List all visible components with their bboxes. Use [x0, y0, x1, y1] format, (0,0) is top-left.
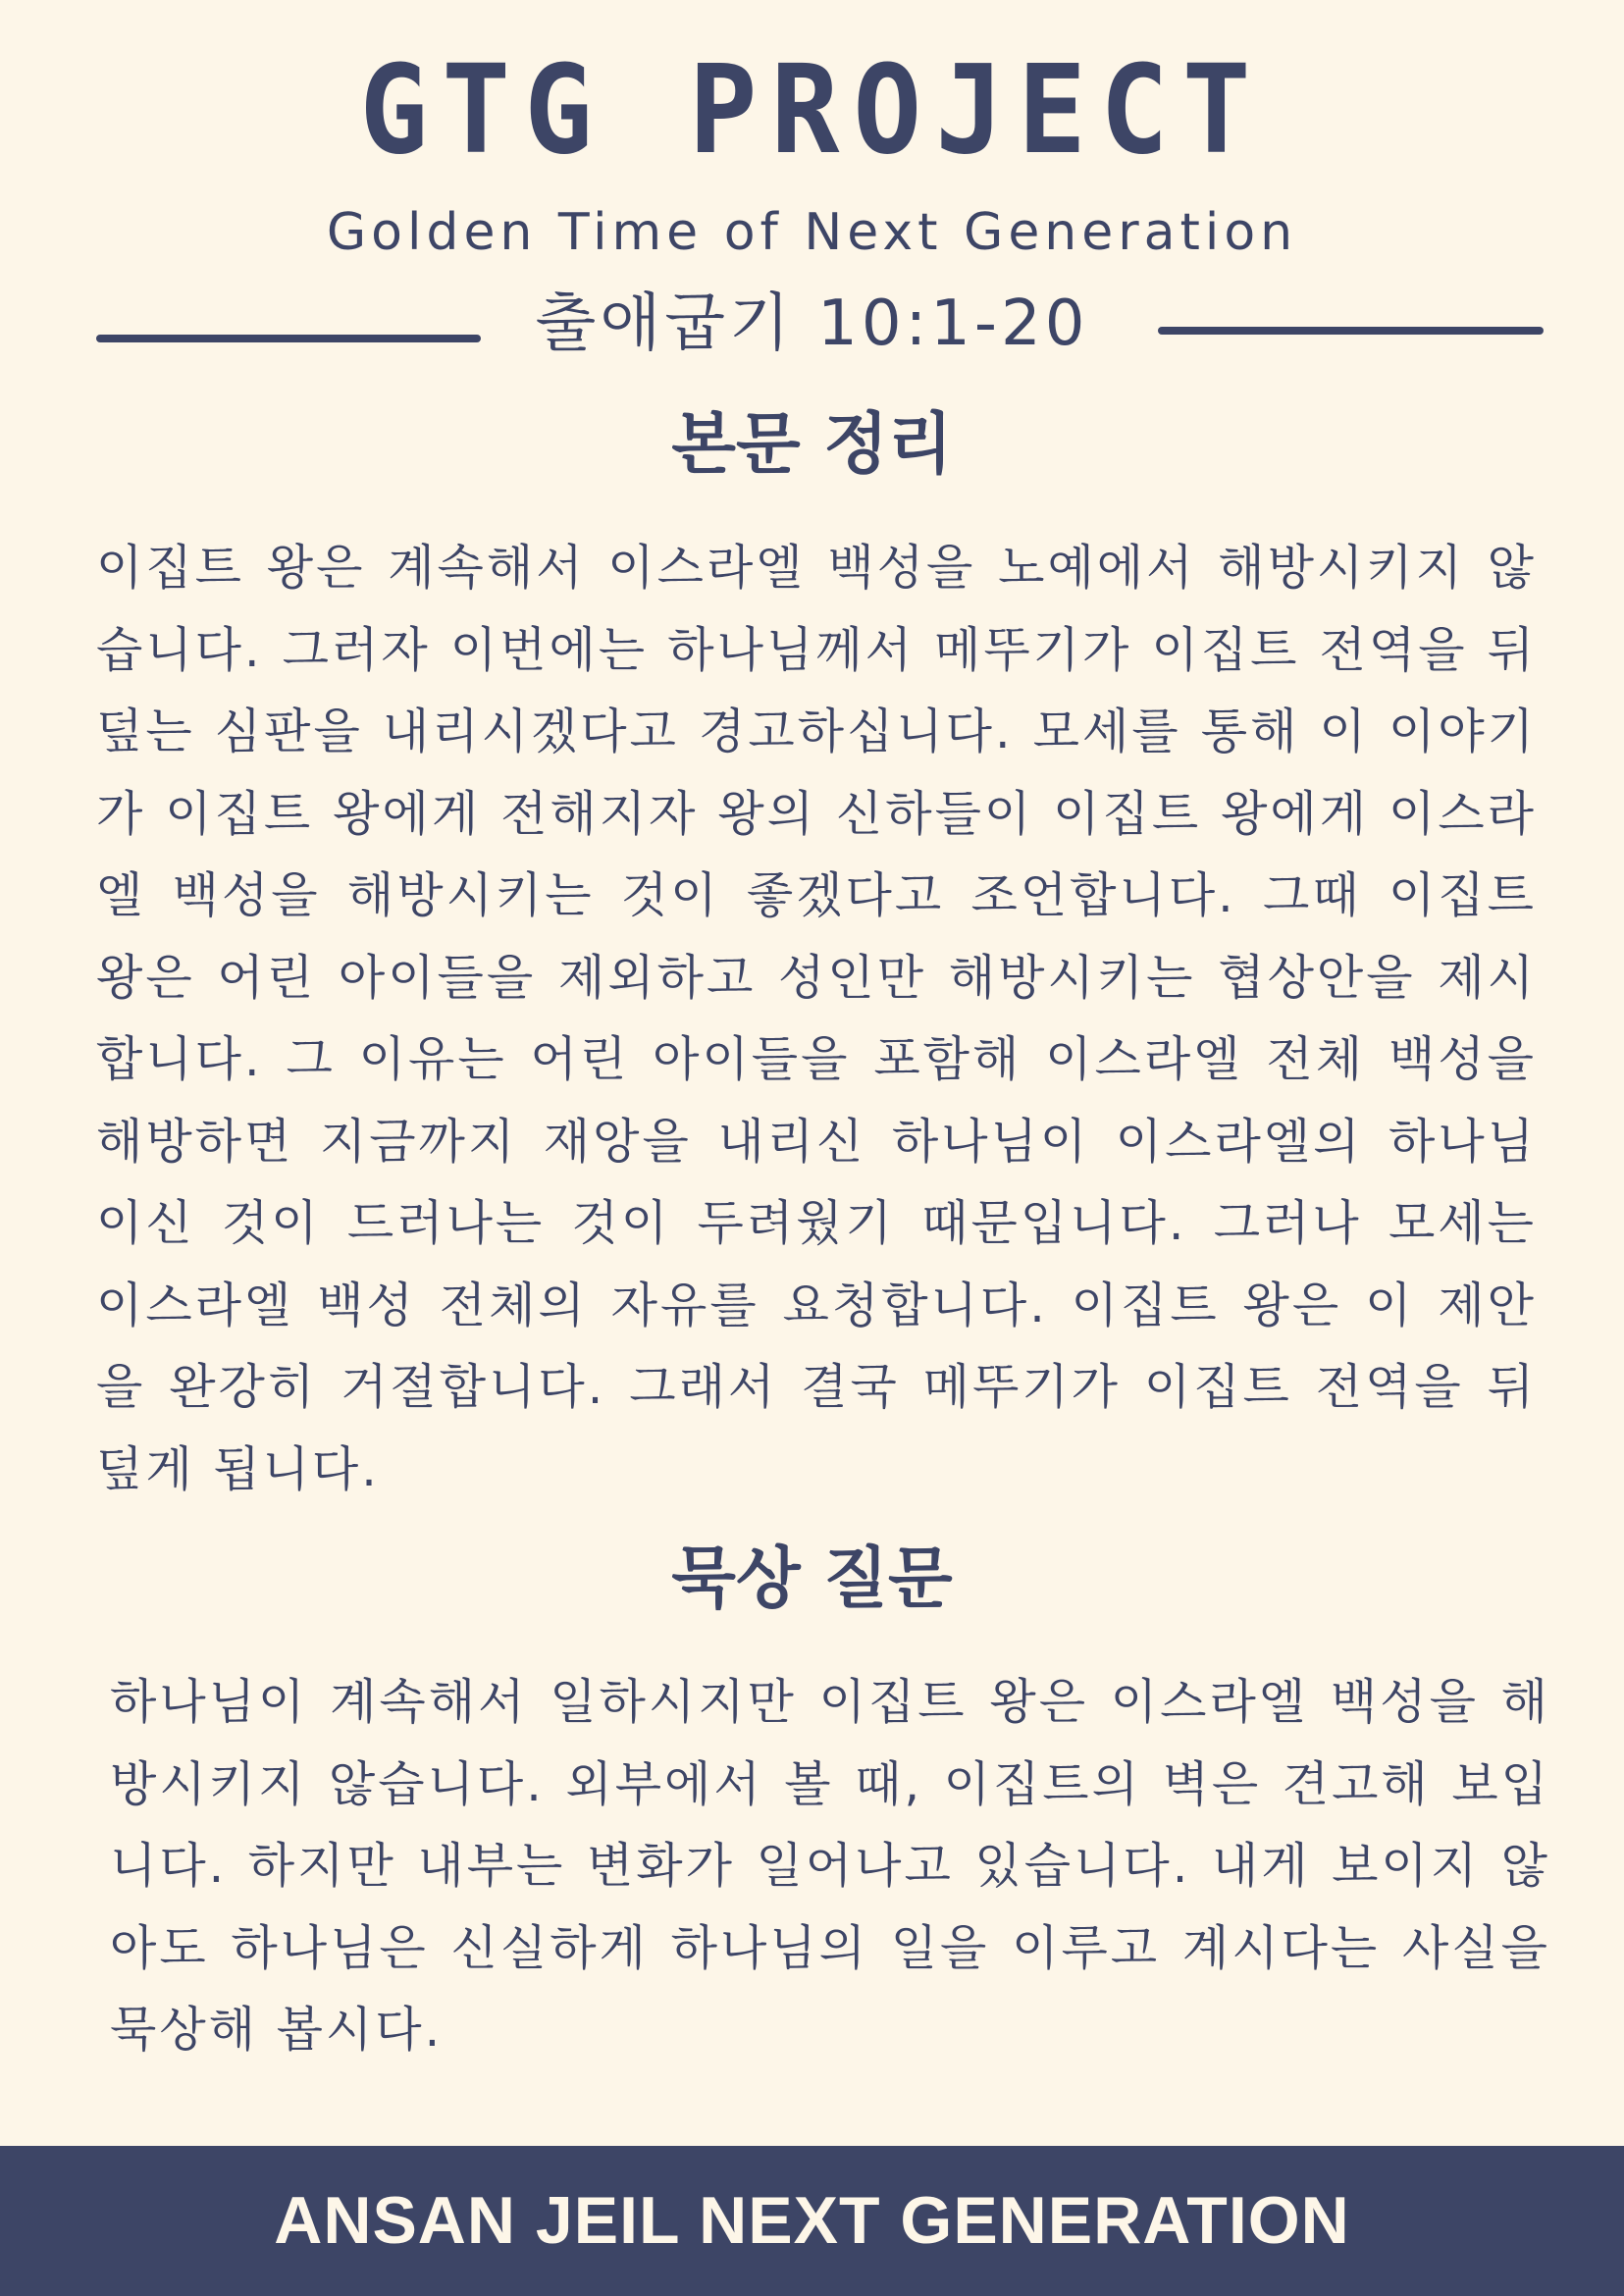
meditation-heading: 묵상 질문: [671, 1540, 953, 1618]
page-title: GTG PROJECT: [359, 38, 1265, 183]
scripture-reference: 출애굽기 10:1-20: [535, 287, 1089, 360]
summary-text: 이집트 왕은 계속해서 이스라엘 백성을 노예에서 해방시키지 않습니다. 그러자 이번에는 하나님께서 메뚜기가 이집트 전역을 뒤덮는 심판을 내리시겠다고 경고하십니다. 모세를 통해 이 이야기가 이집트 왕에게 전해지자 왕의 신하들이 이집트 왕에게 이스라엘 백성을 해방시키는 것이 좋겠다고 조언합니다. 그때 이집트 왕은 어린 아이들을 제외하고 성인만 해방시키는 협상안을 제시합니다. 그 이유는 어린 아이들을 포함해 이스라엘 전체 백성을 해방하면 지금까지 재앙을 내리신 하나님이 이스라엘의 하나님이신 것이 드러나는 것이 두려웠기 때문입니다. 그러나 모세는 이스라엘 백성 전체의 자유를 요청합니다. 이집트 왕은 이 제안을 완강히 거절합니다. 그래서 결국 메뚜기가 이집트 전역을 뒤덮게 됩니다.: [96, 540, 1537, 1497]
meditation-text: 하나님이 계속해서 일하시지만 이집트 왕은 이스라엘 백성을 해방시키지 않습니다. 외부에서 볼 때, 이집트의 벽은 견고해 보입니다. 하지만 내부는 변화가 일어나고 있습니다. 내게 보이지 않아도 하나님은 신실하게 하나님의 일을 이루고 계시다는 사실을 묵상해 봅시다.: [110, 1674, 1550, 2058]
footer-text: ANSAN JEIL NEXT GENERATION: [274, 2183, 1350, 2258]
page-subtitle: Golden Time of Next Generation: [326, 203, 1298, 262]
summary-heading: 본문 정리: [671, 406, 953, 484]
footer-banner: [0, 2146, 1624, 2296]
